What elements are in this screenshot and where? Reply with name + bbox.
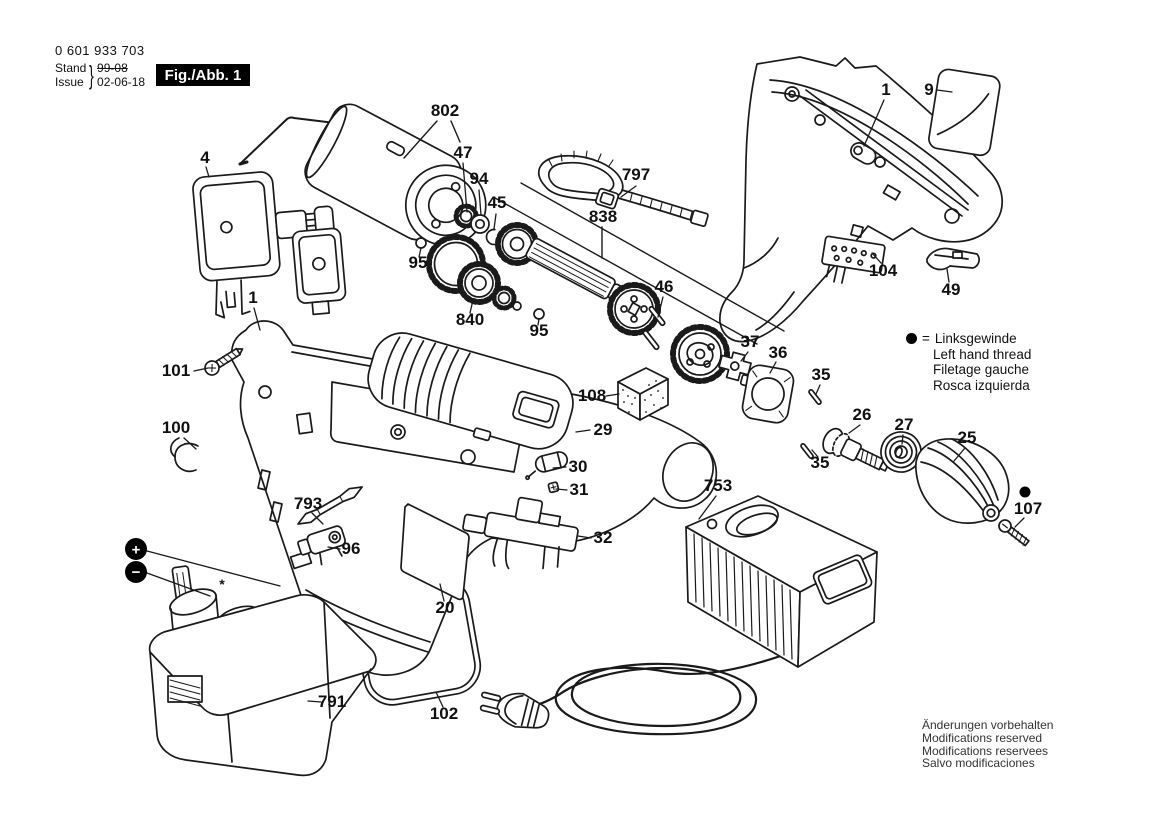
nut-31 [548,482,559,493]
legend-equals: = [922,331,930,346]
part-callout-104: 104 [868,261,898,280]
part-callout-46: 46 [654,277,674,296]
legend-line-de: Linksgewinde [934,331,1017,346]
part-callout-108: 108 [577,386,607,405]
part-callout-96: 96 [341,539,361,558]
part-callout-47: 47 [453,143,473,162]
steel-ball-95-upper [416,238,426,248]
part-callout-29: 29 [593,420,613,439]
part-callout-797: 797 [621,165,651,184]
part-callout-107: 107 [1013,499,1043,518]
euro-plug [476,684,552,734]
clip-49 [927,248,979,269]
issue-date: 02-06-18 [97,75,146,89]
minus-marker-glyph: − [131,564,141,581]
steel-ball-95-lower [534,309,544,319]
part-callout-102: 102 [429,704,459,723]
brace-glyph: } [89,60,95,90]
part-callout-37: 37 [740,332,760,351]
part-callout-36: 36 [768,343,788,362]
part-callout-791: 791 [317,692,347,711]
note-de: Änderungen vorbehalten [922,718,1054,732]
part-callout-838: 838 [588,207,618,226]
bearing-94 [471,215,489,233]
left-hand-thread-marker-dot [1020,487,1031,498]
part-callout-27: 27 [894,415,914,434]
part-callout-25: 25 [957,428,977,447]
part-callout-45: 45 [487,193,507,212]
superseded-date: 99-08 [97,61,128,75]
wire-clip-100 [171,438,198,471]
part-callout-840: 840 [455,310,485,329]
part-callout-95-upper: 95 [408,253,428,272]
note-fr: Modifications reservees [922,743,1049,758]
legend-line-en: Left hand thread [933,346,1032,362]
power-cord [535,652,792,734]
legend-line-es: Rosca izquierda [933,377,1030,393]
part-callout-20: 20 [435,598,455,617]
issue-label: Issue [55,75,84,89]
part-callout-26: 26 [852,405,872,424]
legend-line-fr: Filetage gauche [933,362,1030,377]
part-callout-101: 101 [161,361,191,380]
note-es: Salvo modificaciones [922,756,1035,771]
part-callout-802: 802 [430,101,460,120]
note-en: Modifications reserved [922,730,1043,745]
pin-35-upper [808,389,822,405]
charger-753 [686,496,877,667]
part-callout-94: 94 [469,169,489,188]
part-callout-95-lower: 95 [529,321,549,340]
part-callout-31: 31 [569,480,589,499]
part-callout-753: 753 [703,476,733,495]
figure-label: Fig./Abb. 1 [156,64,250,86]
part-callout-100: 100 [161,418,191,437]
chuck-screw-107 [997,518,1031,548]
label-plate-9 [927,68,1001,157]
stand-label: Stand [55,61,87,75]
battery-cell-mark: * [219,576,225,592]
part-callout-35-upper: 35 [811,365,831,384]
part-callout-32: 32 [593,528,613,547]
part-callout-30: 30 [568,457,588,476]
part-callout-793: 793 [293,494,323,513]
part-callout-4: 4 [200,148,210,167]
part-callout-35-lower: 35 [810,453,830,472]
strap-797 [539,151,709,227]
part-callout-49: 49 [941,280,961,299]
document-number: 0 601 933 703 [55,43,145,58]
part-callout-1-right: 1 [881,80,891,99]
bearing-plate-36 [741,363,796,424]
plus-marker-glyph: + [131,541,141,559]
clutch-gear [673,327,727,381]
part-callout-1-left: 1 [248,288,258,307]
part-callout-9: 9 [924,80,934,99]
foam-pad-108 [618,368,668,420]
